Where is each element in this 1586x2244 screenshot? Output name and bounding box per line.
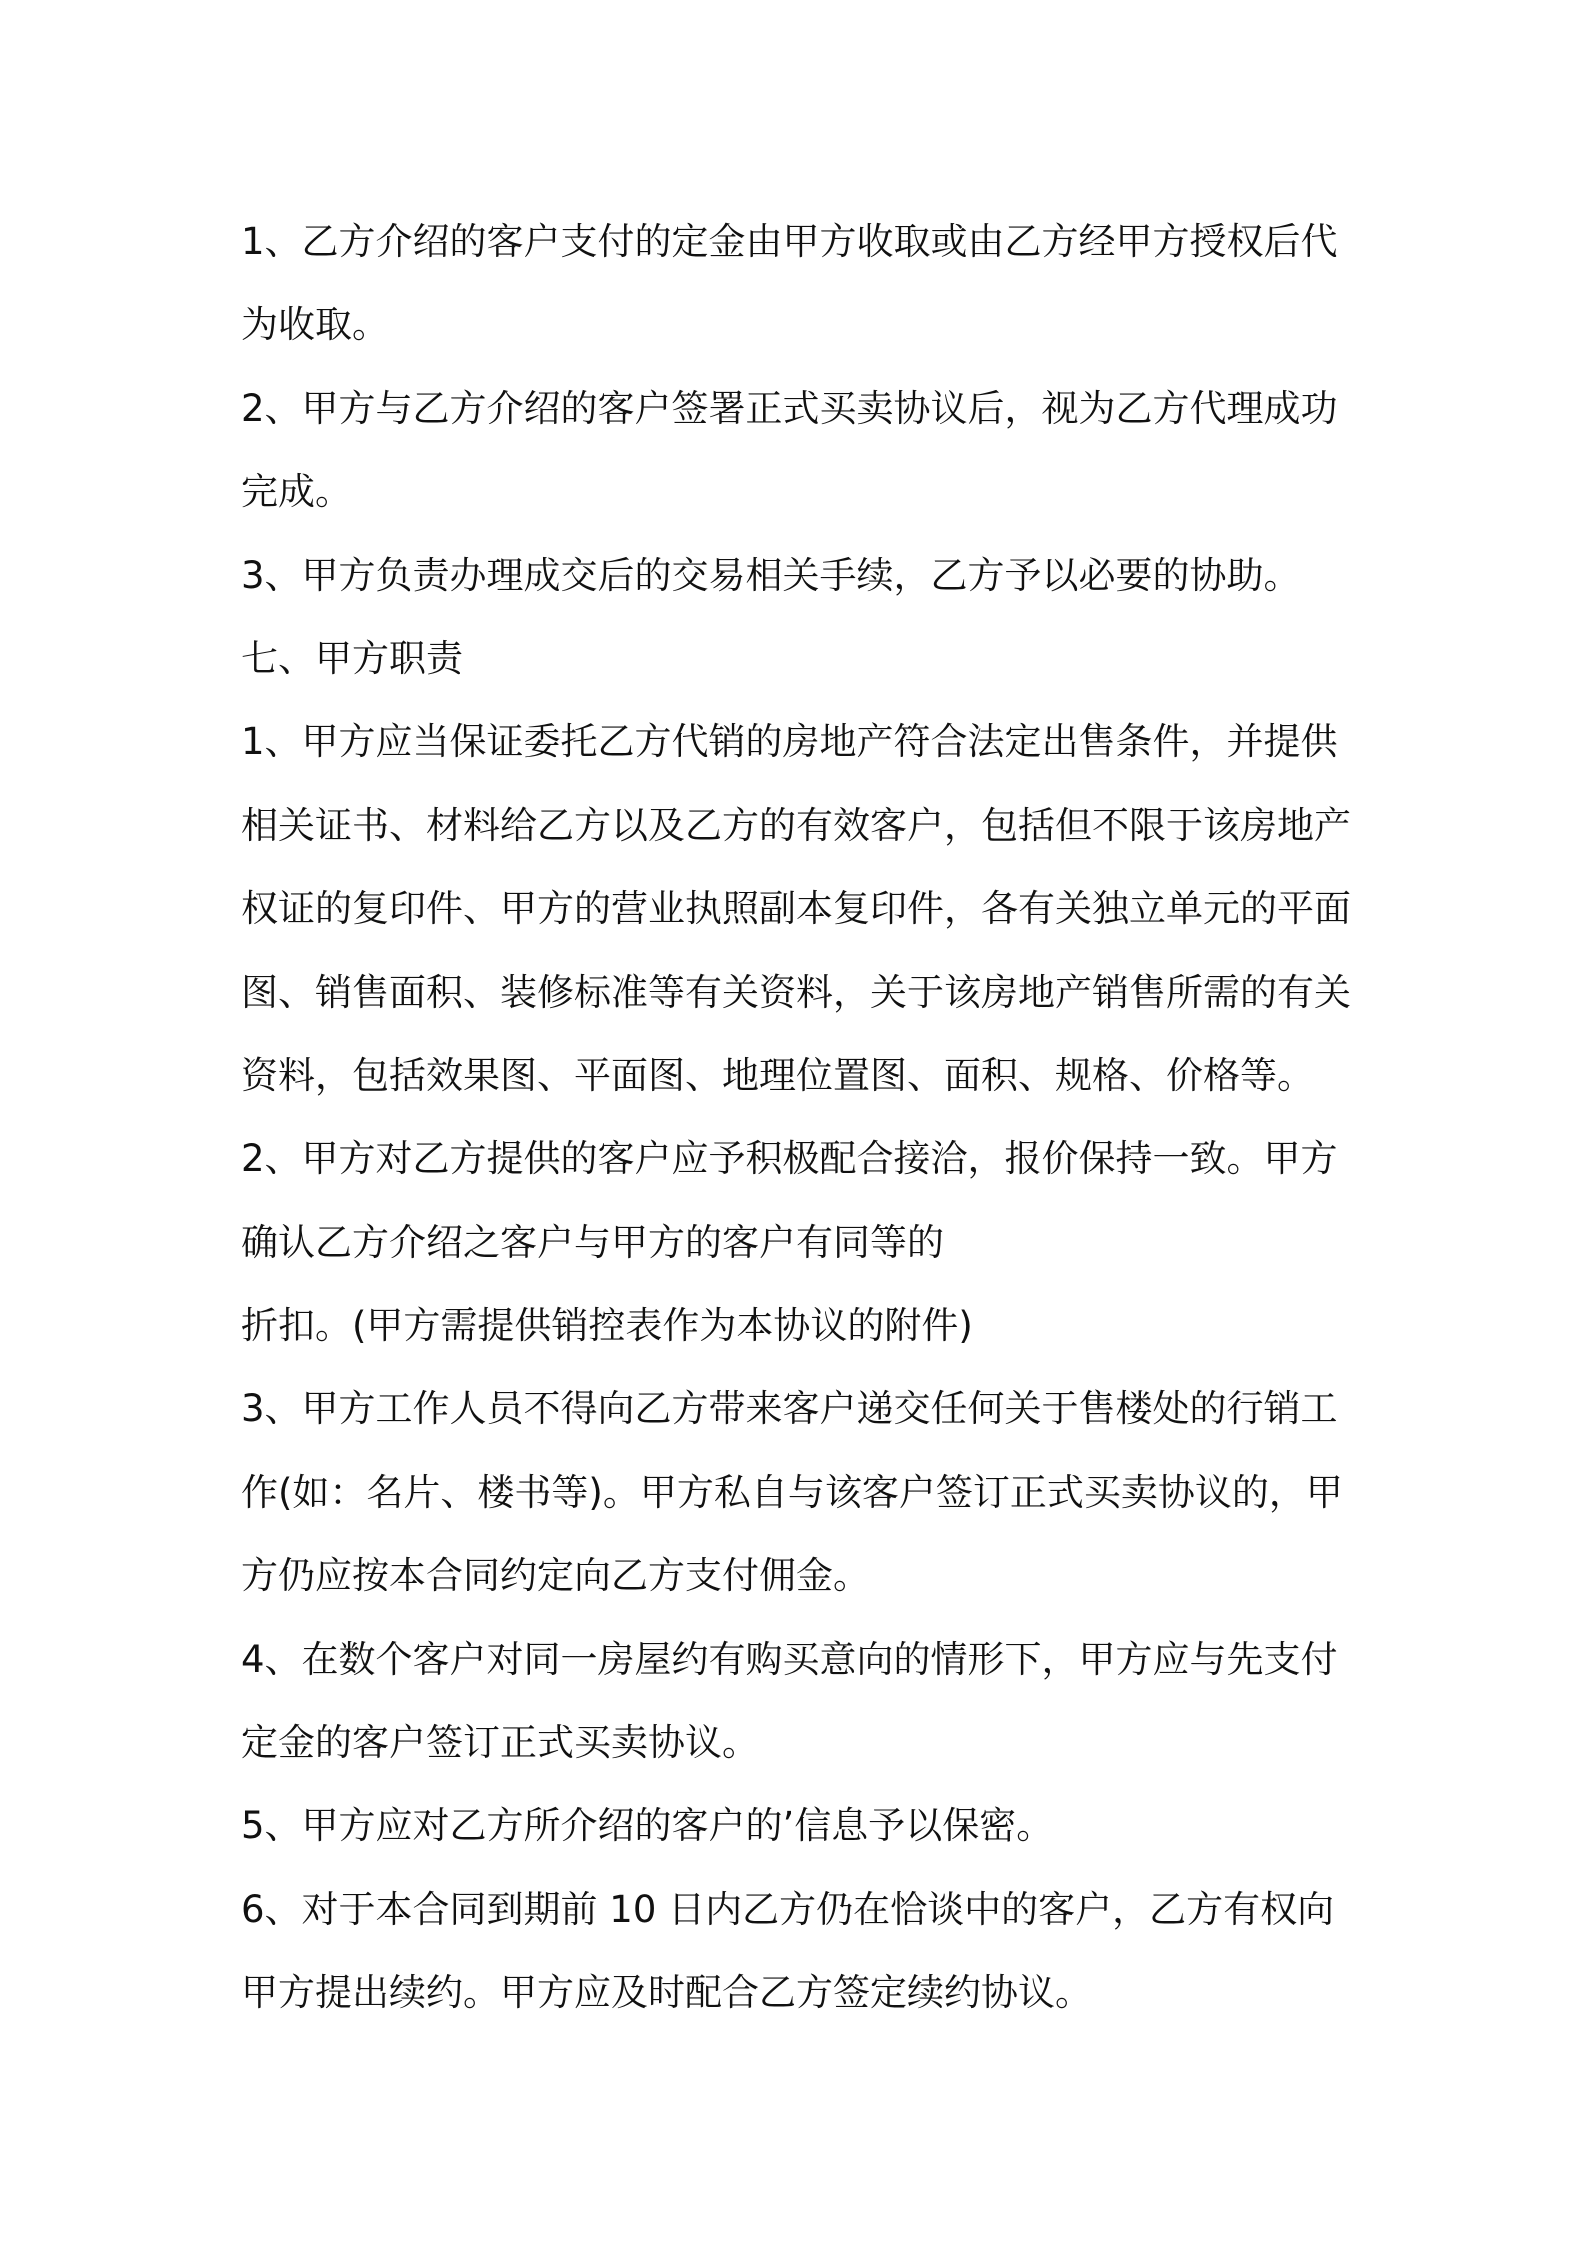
text-line: 为收取。 xyxy=(241,303,389,347)
text-line: 作(如：名片、楼书等)。甲方私自与该客户签订正式买卖协议的，甲 xyxy=(241,1470,1343,1514)
text-line: 1、乙方介绍的客户支付的定金由甲方收取或由乙方经甲方授权后代 xyxy=(241,220,1338,263)
text-line: 2、甲方对乙方提供的客户应予积极配合接洽，报价保持一致。甲方 xyxy=(241,1137,1338,1181)
text-line: 权证的复印件、甲方的营业执照副本复印件，各有关独立单元的平面 xyxy=(241,887,1351,931)
text-line: 4、在数个客户对同一房屋约有购买意向的情形下，甲方应与先支付 xyxy=(241,1637,1338,1681)
text-line: 3、甲方负责办理成交后的交易相关手续，乙方予以必要的协助。 xyxy=(241,553,1301,597)
text-line: 确认乙方介绍之客户与甲方的客户有同等的 xyxy=(241,1220,944,1264)
text-line: 完成。 xyxy=(241,470,352,514)
text-line: 相关证书、材料给乙方以及乙方的有效客户，包括但不限于该房地产 xyxy=(241,803,1351,847)
text-line: 2、甲方与乙方介绍的客户签署正式买卖协议后，视为乙方代理成功 xyxy=(241,386,1338,430)
text-line: 6、对于本合同到期前 10 日内乙方仍在恰谈中的客户，乙方有权向 xyxy=(241,1887,1335,1931)
text-line: 5、甲方应对乙方所介绍的客户的’信息予以保密。 xyxy=(241,1804,1054,1848)
document-body xyxy=(241,200,1371,2035)
text-line: 资料，包括效果图、平面图、地理位置图、面积、规格、价格等。 xyxy=(241,1053,1314,1097)
text-line: 图、销售面积、装修标准等有关资料，关于该房地产销售所需的有关 xyxy=(241,970,1351,1014)
text-line: 1、甲方应当保证委托乙方代销的房地产符合法定出售条件，并提供 xyxy=(241,720,1338,764)
text-line: 3、甲方工作人员不得向乙方带来客户递交任何关于售楼处的行销工 xyxy=(241,1387,1338,1431)
text-line: 方仍应按本合同约定向乙方支付佣金。 xyxy=(241,1554,870,1598)
text-line: 定金的客户签订正式买卖协议。 xyxy=(241,1721,759,1765)
section-heading: 七、甲方职责 xyxy=(241,636,463,680)
text-line: 折扣。(甲方需提供销控表作为本协议的附件) xyxy=(241,1304,973,1348)
text-line: 甲方提出续约。甲方应及时配合乙方签定续约协议。 xyxy=(241,1971,1092,2015)
